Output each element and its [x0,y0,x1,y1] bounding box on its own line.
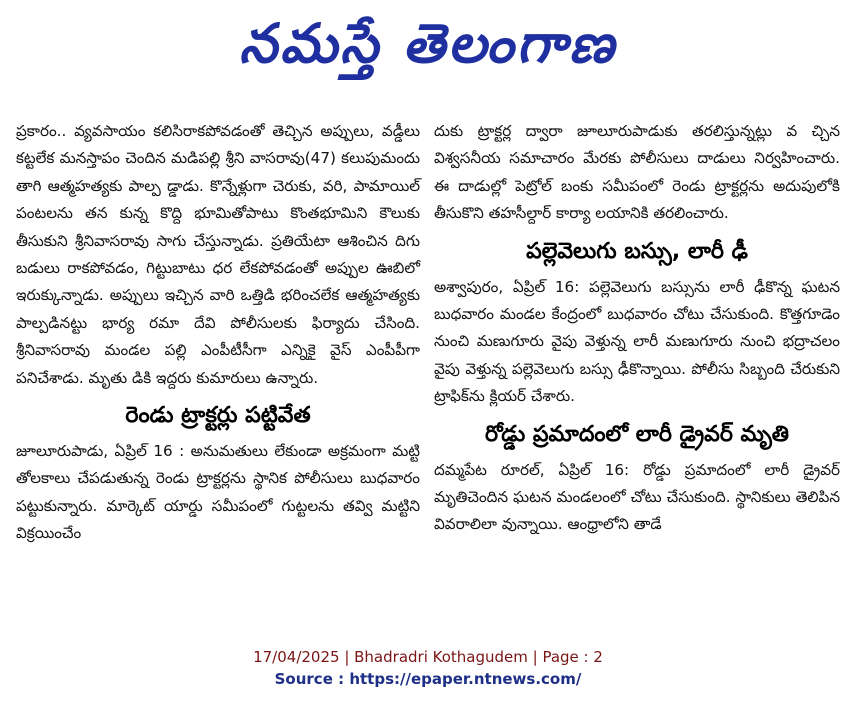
farmer-suicide-article-text: ప్రకారం.. వ్యవసాయం కలిసిరాకపోవడంతో తెచ్చిన అప్పులు, వడ్డీలు కట్టలేక మనస్తాపం చెందిన మడిపల్లి శ్రీని వాసరావు(47) కలుపుమందు తాగి ఆత్మహత్యకు పాల్ప డ్డాడు. కొన్నేళ్లుగా చెరుకు, వరి, పామాయిల్ పంటలను తన కున్న కొద్ది భూమితోపాటు కొంతభూమిని కౌలుకు తీసుకుని శ్రీనివాసరావు సాగు చేస్తున్నాడు. ప్రతియేటా ఆశించిన దిగు బడులు రాకపోవడం, గిట్టుబాటు ధర లేకపోవడంతో అప్పుల ఊబిలో ఇరుక్కున్నాడు. అప్పులు ఇచ్చిన వారి ఒత్తిడి భరించలేక ఆత్మహత్యకు పాల్పడినట్టు భార్య రమా దేవి పోలీసులకు ఫిర్యాదు చేసింది. శ్రీనివాసరావు మండల పల్లి ఎంపీటీసీగా ఎన్నికై వైస్ ఎంపీపీగా పనిచేశాడు. మృతు డికి ఇద్దరు కుమారులు ఉన్నారు. [16,122,420,387]
bus-lorry-collision-article-text: అశ్వాపురం, ఏప్రిల్ 16: పల్లెవెలుగు బస్సును లారీ ఢీకొన్న ఘటన బుధవారం మండల కేంద్రంలో బుధవారం చోటు చేసుకుంది. కొత్తగూడెం నుంచి మణుగూరు వైపు వెళ్తున్న లారీ మణుగూరు నుంచి భద్రాచలం వైపు వెళ్తున్న పల్లెవెలుగు బస్సు ఢీకొన్నాయి. పోలీసు సిబ్బంది చేరుకుని ట్రాఫిక్‌ను క్లియర్ చేశారు. [434,277,840,406]
newspaper-logo: నమస్తే తెలంగాణ [239,11,617,75]
masthead [0,0,856,92]
footer-date-edition-page: 17/04/2025 | Bhadradri Kothagudem | Page : 2 [253,648,603,666]
footer-source-link[interactable]: Source : https://epaper.ntnews.com/ [274,670,582,688]
left-column [16,118,420,548]
lorry-driver-death-heading: రోడ్డు ప్రమాదంలో లారీ డ్రైవర్ మృతి [485,421,789,447]
tractors-seized-article-text: జూలూరుపాడు, ఏప్రిల్ 16 : అనుమతులు లేకుండా అక్రమంగా మట్టి తోలకాలు చేపడుతున్న రెండు ట్రాక్టర్లను స్థానిక పోలీసులు బుధవారం పట్టుకున్నారు. మార్కెట్ యార్డు సమీపంలో గుట్టలను తవ్వి మట్టిని విక్రయించేం [16,442,420,543]
tractors-seized-continued-text: దుకు ట్రాక్టర్ల ద్వారా జూలూరుపాడుకు తరలిస్తున్నట్లు వ చ్చిన విశ్వసనీయ సమాచారం మేరకు పోలీసులు దాడులు నిర్వహించారు. ఈ దాడుల్లో పెట్రోల్ బంకు సమీపంలో రెండు ట్రాక్టర్లను అదుపులోకి తీసుకొని తహసీల్దార్ కార్యా లయానికి తరలించారు. [434,122,840,223]
right-column [434,118,840,539]
tractors-seized-heading: రెండు ట్రాక్టర్లు పట్టివేత [125,403,311,429]
bus-lorry-collision-heading: పల్లెవెలుగు బస్సు, లారీ ఢీ [526,238,748,264]
lorry-driver-death-article-text: దమ్మపేట రూరల్, ఏప్రిల్ 16: రోడ్డు ప్రమాదంలో లారీ డ్రైవర్ మృతిచెందిన ఘటన మండలంలో చోటు చేసుకుంది. స్థానికులు తెలిపిన వివరాలిలా వున్నాయి. ఆంధ్రాలోని తాడే [434,460,840,534]
